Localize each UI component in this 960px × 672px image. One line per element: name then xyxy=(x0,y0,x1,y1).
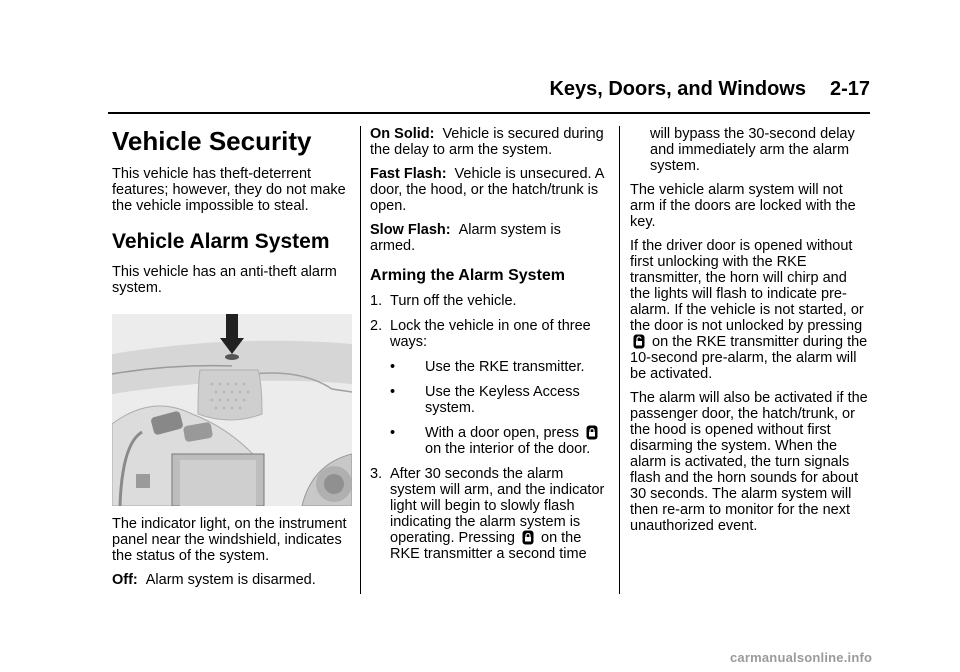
status-off xyxy=(112,572,352,588)
page-title: Vehicle Security xyxy=(112,126,312,156)
step-number: 3. xyxy=(370,466,383,482)
intro-paragraph: This vehicle has theft-deterrent features; however, they do not make the vehicle impossible to steal. xyxy=(112,166,346,214)
step-text: After 30 seconds the alarm system will arm, and the indicator light will begin to slowly flash indicating the alarm system is operating. Pressing xyxy=(390,466,605,546)
running-header xyxy=(540,78,870,101)
step-1 xyxy=(370,293,610,309)
paragraph-text: If the driver door is opened without first unlocking with the RKE transmitter, the horn will chirp and the lights will flash to indicate pre-alarm. If the vehicle is not started, or the door is not unlocked by pressing xyxy=(630,238,864,334)
status-text: Vehicle is secured during the delay to arm the system. xyxy=(370,126,604,158)
step-number: 2. xyxy=(370,318,383,334)
alarm-intro-paragraph: This vehicle has an anti-theft alarm system. xyxy=(112,264,337,296)
bullet-text: Use the Keyless Access system. xyxy=(425,384,580,416)
column-2 xyxy=(370,126,610,571)
step-number: 1. xyxy=(370,293,383,309)
status-term: On Solid: xyxy=(370,126,435,142)
bullet-symbol: • xyxy=(390,359,396,375)
bullet-item xyxy=(390,384,610,416)
paragraph-activation: The alarm will also be activated if the passenger door, the hatch/trunk, or the hood is opened without first disarming the system. When the alarm is activated, the turn signals flash and the horn sounds for about 30 seconds. The alarm system will then re-arm to monitor for the next unauthorized event. xyxy=(630,390,868,534)
bullet-symbol: • xyxy=(390,384,396,400)
column-3 xyxy=(630,126,870,542)
status-on-solid xyxy=(370,126,610,158)
indicator-light-figure xyxy=(112,314,352,506)
bullet-symbol: • xyxy=(390,425,396,441)
section-title: Keys, Doors, and Windows xyxy=(549,78,806,100)
status-text: Alarm system is armed. xyxy=(370,222,561,254)
step-text: Lock the vehicle in one of three ways: xyxy=(390,318,591,350)
section-heading: Vehicle Alarm System xyxy=(112,230,330,253)
paragraph-text-cont: on the RKE transmitter during the 10-second pre-alarm, the alarm will be activated. xyxy=(630,334,868,382)
watermark: carmanualsonline.info xyxy=(730,650,873,665)
status-slow-flash xyxy=(370,222,610,254)
status-term: Slow Flash: xyxy=(370,222,451,238)
status-term: Fast Flash: xyxy=(370,166,447,182)
column-divider-1 xyxy=(360,126,361,594)
step-3-continuation: will bypass the 30-second delay and immediately arm the alarm system. xyxy=(650,126,855,174)
step-text: Turn off the vehicle. xyxy=(390,293,517,309)
bullet-text: With a door open, press xyxy=(425,425,579,441)
status-text: Vehicle is unsecured. A door, the hood, or the hatch/trunk is open. xyxy=(370,166,604,214)
bullet-item xyxy=(390,425,610,457)
header-rule xyxy=(108,112,870,114)
figure-caption: The indicator light, on the instrument panel near the windshield, indicates the status of the system. xyxy=(112,516,347,564)
subsection-heading: Arming the Alarm System xyxy=(370,267,566,284)
status-text: Alarm system is disarmed. xyxy=(145,572,316,588)
status-term: Off: xyxy=(112,572,138,588)
step-2 xyxy=(370,318,610,350)
bullet-text-cont: on the interior of the door. xyxy=(425,441,591,457)
step-text-cont: on the RKE transmitter a second time xyxy=(390,530,587,562)
column-1 xyxy=(112,126,352,596)
lock-icon xyxy=(586,425,598,440)
bullet-text: Use the RKE transmitter. xyxy=(425,359,585,375)
step-3 xyxy=(370,466,610,562)
lock-icon xyxy=(522,530,534,545)
status-fast-flash xyxy=(370,166,610,214)
paragraph-pre-alarm xyxy=(630,238,870,382)
page-number: 2-17 xyxy=(829,78,870,100)
paragraph-key-lock: The vehicle alarm system will not arm if the doors are locked with the key. xyxy=(630,182,856,230)
column-divider-2 xyxy=(619,126,620,594)
unlock-icon xyxy=(633,334,645,349)
bullet-item xyxy=(390,359,610,375)
